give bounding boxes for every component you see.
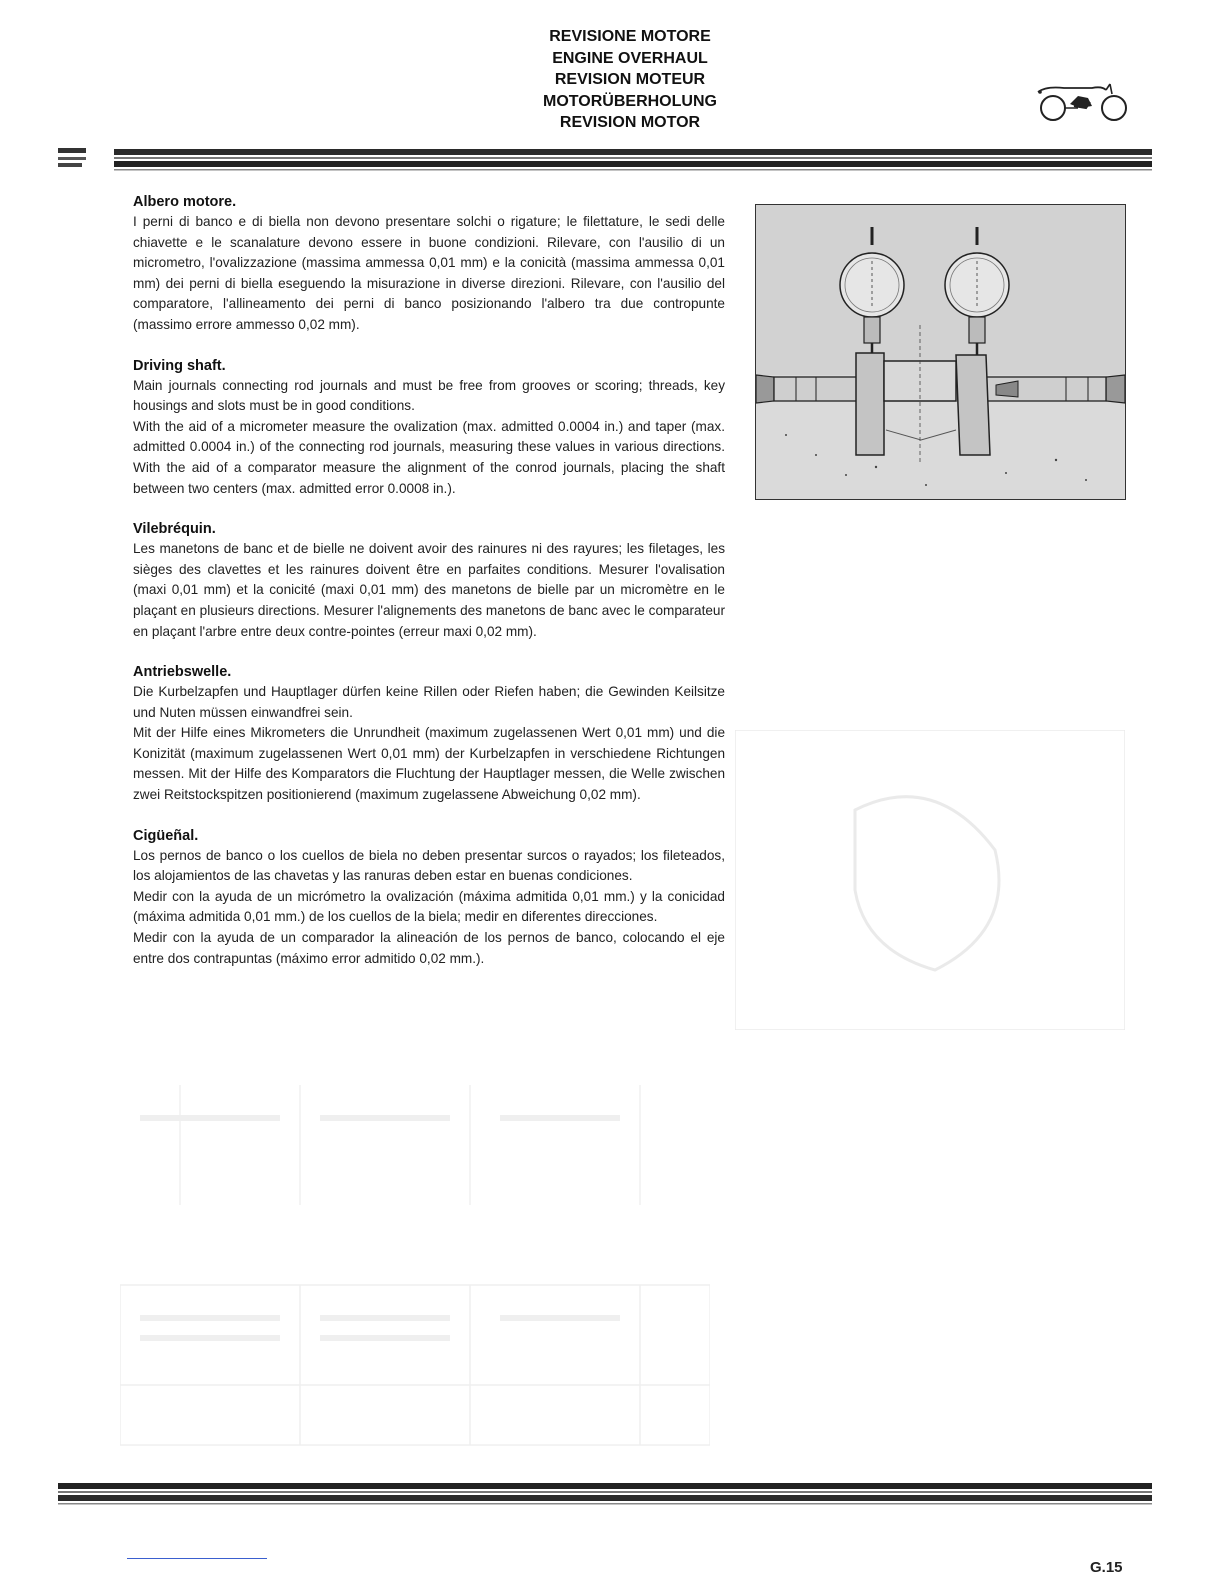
main-text bbox=[133, 192, 725, 989]
title-french: REVISION MOTEUR bbox=[554, 71, 706, 88]
footer-link-underline bbox=[127, 1558, 267, 1559]
title-italian: REVISIONE MOTORE bbox=[549, 28, 711, 45]
section-paragraph: Les manetons de banc et de bielle ne doivent avoir des rainures ni des rayures; les filetages, les sièges des clavettes et les rainures doivent être en parfaites conditions. Mesurer l'ovalisation (maxi 0,01 mm) et la conicité (maxi 0,01 mm) des manetons de bielle par un micromètre en le plaçant en plusieurs directions. Mesurer l'alignements des manetons de banc avec le comparateur en plaçant l'arbre entre deux contre-pointes (erreur maxi 0,02 mm). bbox=[133, 541, 725, 639]
section-paragraph: Mit der Hilfe eines Mikrometers die Unrundheit (maximum zugelassenen Wert 0,01 mm) und die Konizität (maximum zugelassenen Wert 0,01 mm) der Kurbelzapfen in verschiedene Richtungen messen. Mit der Hilfe des Komparators die Fluchtung der Hauptlager messen, die Welle zwischen zwei Reitstockspitzen positionierend (maximum zugelassene Abweichung 0,02 mm). bbox=[133, 725, 725, 803]
section-italian bbox=[133, 192, 725, 336]
section-paragraph: I perni di banco e di biella non devono presentare solchi o rigature; le filettature, le sedi delle chiavette e le scanalature devono essere in buone condizioni. Rilevare, con l'ausilio di un micrometro, l'ovalizzazione (massima ammessa 0,01 mm) e la conicità (massima ammessa 0,01 mm) dei perni di biella eseguendo la misurazione in diverse direzioni. Rilevare, con l'ausilio del comparatore, l'allineamento dei perni di banco posizionando l'albero tra due contropunte (massimo errore ammesso 0,02 mm). bbox=[133, 214, 725, 332]
section-title: Antriebswelle. bbox=[133, 664, 232, 681]
section-title: Driving shaft. bbox=[133, 357, 226, 374]
section-title: Albero motore. bbox=[133, 194, 237, 210]
section-paragraph: Medir con la ayuda de un comparador la alineación de los pernos de banco, colocando el eje entre dos contrapuntas (máximo error admitido 0,02 mm.). bbox=[133, 930, 725, 966]
crankshaft-figure bbox=[755, 204, 1126, 500]
motorcycle-logo-icon bbox=[1034, 78, 1134, 124]
title-spanish: REVISION MOTOR bbox=[559, 114, 701, 131]
section-spanish bbox=[133, 826, 725, 970]
title-german: MOTORÜBERHOLUNG bbox=[543, 92, 717, 110]
section-german bbox=[133, 662, 725, 806]
footer-divider bbox=[58, 1483, 1152, 1505]
section-french bbox=[133, 519, 725, 642]
page-number: G.15 bbox=[1090, 1559, 1123, 1576]
bleed-through-table bbox=[120, 1085, 710, 1455]
section-paragraph: Die Kurbelzapfen und Hauptlager dürfen keine Rillen oder Riefen haben; die Gewinden Keilsitze und Nuten müssen einwandfrei sein. bbox=[133, 684, 725, 720]
section-paragraph: Main journals connecting rod journals and must be free from grooves or scoring; threads, key housings and slots must be in good conditions. bbox=[133, 377, 725, 414]
section-paragraph: Medir con la ayuda de un micrómetro la ovalización (máxima admitida 0,01 mm.) y la conicidad (máxima admitida 0,01 mm.) de los cuellos de la biela; medir en diferentes direcciones. bbox=[133, 888, 725, 925]
section-english bbox=[133, 356, 725, 500]
header-titles bbox=[500, 26, 760, 134]
section-paragraph: With the aid of a micrometer measure the ovalization (max. admitted 0.0004 in.) and taper (max. admitted 0.0004 in.) of the connecting rod journals, measuring these values in various directions. With the aid of a comparator measure the alignment of the conrod journals, placing the shaft between two centers (max. admitted error 0.0008 in.). bbox=[133, 418, 725, 496]
section-paragraph: Los pernos de banco o los cuellos de biela no deben presentar surcos o rayados; los fileteados, los alojamientos de las chavetas y las ranuras deben estar en buenas condiciones. bbox=[133, 847, 725, 884]
bleed-through-drawing bbox=[735, 730, 1125, 1030]
title-english: ENGINE OVERHAUL bbox=[552, 49, 708, 67]
section-title: Cigüeñal. bbox=[133, 827, 199, 844]
section-title: Vilebréquin. bbox=[133, 521, 216, 538]
crankshaft-dial-gauge-illustration bbox=[756, 205, 1125, 499]
header-divider bbox=[58, 148, 1152, 174]
